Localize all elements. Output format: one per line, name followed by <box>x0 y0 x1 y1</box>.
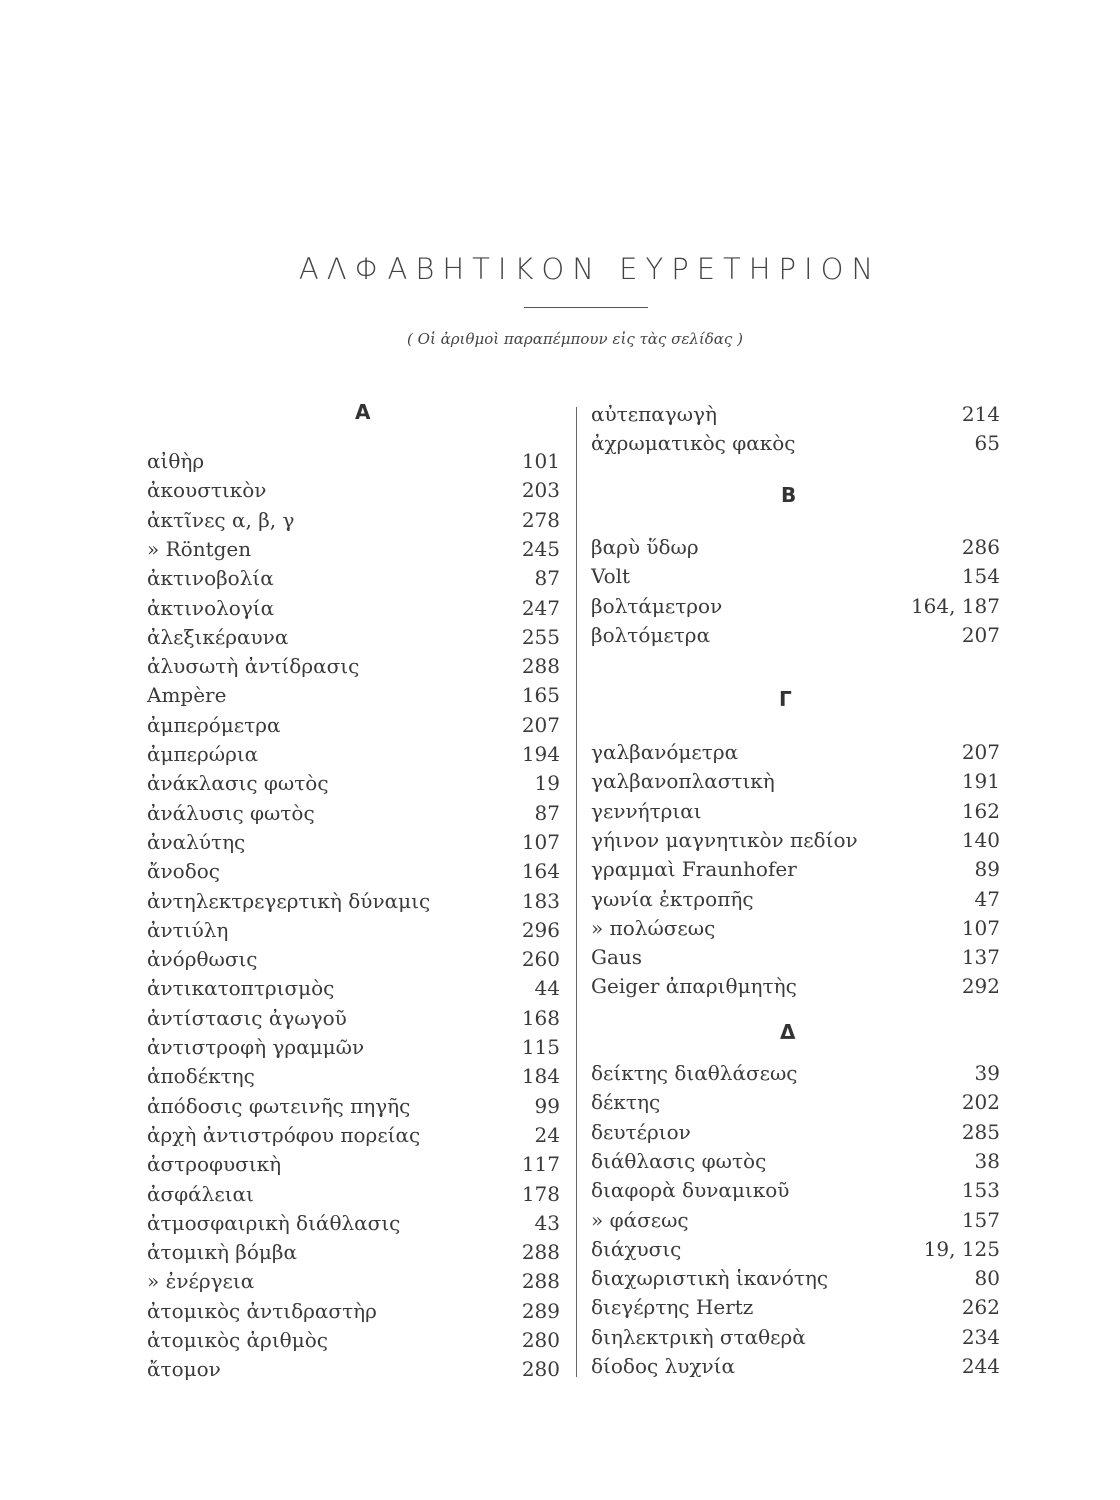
index-entry <box>591 797 1000 826</box>
index-entry <box>147 1209 560 1238</box>
index-page-number: 288 <box>521 1269 560 1294</box>
index-term: ἀνάλυσις φωτὸς <box>147 800 315 825</box>
index-entry <box>591 972 1000 1001</box>
index-entry <box>147 1267 560 1296</box>
index-term: διεγέρτης Hertz <box>591 1295 754 1320</box>
index-entry <box>147 799 560 828</box>
index-term: γεννήτριαι <box>591 798 702 823</box>
index-page-number: 244 <box>961 1354 1000 1378</box>
index-entry <box>591 592 1000 621</box>
index-term: δείκτης διαθλάσεως <box>591 1061 798 1085</box>
index-entry <box>591 826 1000 855</box>
index-entry <box>147 1004 560 1033</box>
index-page-number: 296 <box>521 917 560 942</box>
index-page-number: 207 <box>961 622 1000 647</box>
index-term: ἀντηλεκτρεγερτικὴ δύναμις <box>147 888 431 913</box>
index-page-number: 101 <box>521 449 560 473</box>
index-term: ἀκτινολογία <box>147 595 275 620</box>
index-term: βολτόμετρα <box>591 622 711 647</box>
index-term: ἀλυσωτὴ ἀντίδρασις <box>147 654 360 679</box>
index-page-number: 234 <box>961 1324 1000 1349</box>
index-page-number: 87 <box>534 800 560 825</box>
index-entry <box>591 1118 1000 1147</box>
index-entry <box>147 828 560 857</box>
index-term: ἀντιύλη <box>147 917 229 942</box>
index-page-number: 65 <box>974 431 1000 456</box>
index-term: διαφορὰ δυναμικοῦ <box>591 1178 790 1203</box>
index-page-number: 184 <box>521 1064 560 1089</box>
index-term: διάχυσις <box>591 1236 682 1261</box>
index-term: ἀτομικὴ βόμβα <box>147 1240 297 1265</box>
index-term: ἀμπερώρια <box>147 742 259 766</box>
index-term: ἀτομικὸς ἀριθμὸς <box>147 1328 328 1352</box>
index-term: » Röntgen <box>147 536 252 561</box>
index-entry <box>147 681 560 710</box>
index-term: Geiger ἀπαριθμητὴς <box>591 974 797 999</box>
index-entry <box>591 562 1000 591</box>
index-entry <box>147 447 560 476</box>
index-page-number: 280 <box>521 1328 560 1352</box>
index-page-number: 288 <box>521 1240 560 1265</box>
index-term: ἀρχὴ ἀντιστρόφου πορείας <box>147 1122 421 1147</box>
index-page-number: 194 <box>521 742 560 766</box>
index-entry <box>591 1323 1000 1352</box>
index-entry <box>591 1176 1000 1205</box>
index-page-number: 202 <box>961 1090 1000 1115</box>
index-term: δευτέριον <box>591 1119 691 1144</box>
index-page-number: 286 <box>961 535 1000 559</box>
index-entry <box>591 1235 1000 1264</box>
index-page-number: 203 <box>521 478 560 503</box>
index-term: βολτάμετρον <box>591 593 723 618</box>
index-entry <box>147 887 560 916</box>
index-page-number: 154 <box>961 564 1000 589</box>
section-heading-a: Α <box>355 400 371 424</box>
index-page-number: 99 <box>534 1093 560 1118</box>
index-entry <box>591 1352 1000 1381</box>
index-entry <box>147 564 560 593</box>
index-term: γωνία ἐκτροπῆς <box>591 886 754 911</box>
index-page-number: 207 <box>521 712 560 737</box>
index-term: γραμμαὶ Fraunhofer <box>591 857 797 882</box>
index-entry <box>591 1206 1000 1235</box>
index-page-number: 260 <box>521 947 560 972</box>
index-term: ἀνόρθωσις <box>147 947 258 972</box>
index-page-number: 183 <box>521 888 560 913</box>
index-term: γαλβανόμετρα <box>591 740 739 764</box>
index-page-number: 214 <box>961 402 1000 426</box>
index-entry <box>591 738 1000 767</box>
index-entry <box>591 1264 1000 1293</box>
index-page-number: 292 <box>961 974 1000 999</box>
index-entry <box>147 1355 560 1384</box>
index-term: ἄτομον <box>147 1357 221 1382</box>
index-entry <box>147 1326 560 1355</box>
index-page-number: 80 <box>974 1266 1000 1291</box>
index-entry <box>147 1180 560 1209</box>
index-entry <box>591 533 1000 562</box>
index-entry <box>147 1150 560 1179</box>
index-term: ἀντικατοπτρισμὸς <box>147 976 335 1001</box>
index-term: διαχωριστικὴ ἱκανότης <box>591 1266 829 1291</box>
index-entry <box>147 740 560 769</box>
index-page-number: 178 <box>521 1181 560 1206</box>
index-page-number: 191 <box>961 769 1000 794</box>
index-entry <box>147 945 560 974</box>
index-page-number: 107 <box>521 829 560 854</box>
index-page-number: 117 <box>521 1152 560 1177</box>
index-page-number: 288 <box>521 654 560 679</box>
index-page-number: 168 <box>521 1005 560 1030</box>
index-term: διηλεκτρικὴ σταθερὰ <box>591 1324 806 1349</box>
index-page-number: 44 <box>534 976 560 1001</box>
index-term: ἀλεξικέραυνα <box>147 624 289 649</box>
index-entry <box>591 400 1000 429</box>
index-term: δίοδος λυχνία <box>591 1354 736 1378</box>
index-term: ἄνοδος <box>147 859 220 884</box>
index-entry <box>591 767 1000 796</box>
section-heading-b: Β <box>781 483 797 507</box>
page-subtitle: ( Οἱ ἀριθμοὶ παραπέμπουν εἰς τὰς σελίδας ) <box>407 330 743 348</box>
index-page-number: 245 <box>521 536 560 561</box>
index-entry <box>147 1297 560 1326</box>
index-entry <box>591 621 1000 650</box>
index-page-number: 19 <box>534 771 560 796</box>
index-term: ἀστροφυσικὴ <box>147 1152 282 1177</box>
index-entry <box>591 943 1000 972</box>
index-term: » φάσεως <box>591 1207 689 1232</box>
index-page-number: 140 <box>961 827 1000 852</box>
index-term: ἀχρωματικὸς φακὸς <box>591 431 796 456</box>
index-page-number: 24 <box>534 1122 560 1147</box>
index-term: Gaus <box>591 945 643 970</box>
index-page-number: 89 <box>974 857 1000 882</box>
index-entry <box>147 623 560 652</box>
index-entry <box>147 594 560 623</box>
index-term: διάθλασις φωτὸς <box>591 1148 767 1173</box>
index-term: αὐτεπαγωγὴ <box>591 402 717 426</box>
index-entry <box>147 1121 560 1150</box>
index-term: ἀντίστασις ἀγωγοῦ <box>147 1005 347 1030</box>
index-page-number: 43 <box>534 1210 560 1235</box>
index-term: γήινον μαγνητικὸν πεδίον <box>591 827 858 852</box>
title-rule <box>524 307 648 308</box>
index-page-number: 280 <box>521 1357 560 1382</box>
index-entry <box>591 1088 1000 1117</box>
index-term: ἀπόδοσις φωτεινῆς πηγῆς <box>147 1093 411 1118</box>
index-term: ἀμπερόμετρα <box>147 712 281 737</box>
index-entry <box>591 855 1000 884</box>
index-term: Ampère <box>147 683 227 708</box>
index-entry <box>591 1147 1000 1176</box>
index-term: ἀκτῖνες α, β, γ <box>147 507 295 532</box>
index-page-number: 19, 125 <box>923 1236 1000 1261</box>
index-entry <box>147 535 560 564</box>
index-term: ἀσφάλειαι <box>147 1181 254 1206</box>
index-term: αἰθὴρ <box>147 449 205 473</box>
index-entry <box>147 974 560 1003</box>
index-page-number: 38 <box>974 1148 1000 1173</box>
index-term: ἀνάκλασις φωτὸς <box>147 771 329 796</box>
index-entry <box>147 711 560 740</box>
index-term: βαρὺ ὕδωρ <box>591 535 699 559</box>
index-entry <box>591 914 1000 943</box>
index-page-number: 278 <box>521 507 560 532</box>
index-entry <box>591 429 1000 458</box>
index-page-number: 207 <box>961 740 1000 764</box>
index-term: ἀποδέκτης <box>147 1064 255 1089</box>
index-term: Volt <box>591 564 631 589</box>
index-page-number: 285 <box>961 1119 1000 1144</box>
index-term: ἀκουστικὸν <box>147 478 267 503</box>
index-entry <box>147 1033 560 1062</box>
index-entry <box>591 1059 1000 1088</box>
index-entry <box>147 476 560 505</box>
index-entry <box>147 506 560 535</box>
index-term: ἀτομικὸς ἀντιδραστὴρ <box>147 1298 377 1323</box>
index-page-number: 107 <box>961 915 1000 940</box>
index-term: δέκτης <box>591 1090 661 1115</box>
index-page-number: 87 <box>534 566 560 591</box>
index-page-number: 164, 187 <box>910 593 1000 618</box>
index-entry <box>147 1238 560 1267</box>
index-page-number: 153 <box>961 1178 1000 1203</box>
index-page-number: 39 <box>974 1061 1000 1085</box>
page-title: ΑΛΦΑΒΗΤΙΚΟΝ ΕΥΡΕΤΗΡΙΟΝ <box>298 252 882 286</box>
index-entry <box>147 1092 560 1121</box>
index-entry <box>591 1293 1000 1322</box>
index-term: ἀκτινοβολία <box>147 566 274 591</box>
section-heading-g: Γ <box>779 687 792 711</box>
index-page-number: 157 <box>961 1207 1000 1232</box>
index-entry <box>147 916 560 945</box>
index-page-number: 247 <box>521 595 560 620</box>
index-page-number: 164 <box>521 859 560 884</box>
index-entry <box>147 1062 560 1091</box>
index-term: » ἐνέργεια <box>147 1269 255 1294</box>
index-page-number: 262 <box>961 1295 1000 1320</box>
index-page-number: 289 <box>521 1298 560 1323</box>
index-term: ἀντιστροφὴ γραμμῶν <box>147 1035 365 1059</box>
index-page-number: 165 <box>521 683 560 708</box>
index-entry <box>591 885 1000 914</box>
index-term: ἀναλύτης <box>147 829 246 854</box>
index-term: » πολώσεως <box>591 915 716 940</box>
index-term: γαλβανοπλαστικὴ <box>591 769 775 794</box>
index-entry <box>147 769 560 798</box>
index-page-number: 137 <box>961 945 1000 970</box>
index-entry <box>147 652 560 681</box>
index-page-number: 162 <box>961 798 1000 823</box>
column-divider <box>576 407 577 1377</box>
index-term: ἀτμοσφαιρικὴ διάθλασις <box>147 1210 401 1235</box>
section-heading-d: Δ <box>780 1020 796 1044</box>
index-page-number: 47 <box>974 886 1000 911</box>
index-page-number: 255 <box>521 624 560 649</box>
index-entry <box>147 857 560 886</box>
index-page-number: 115 <box>521 1035 560 1059</box>
